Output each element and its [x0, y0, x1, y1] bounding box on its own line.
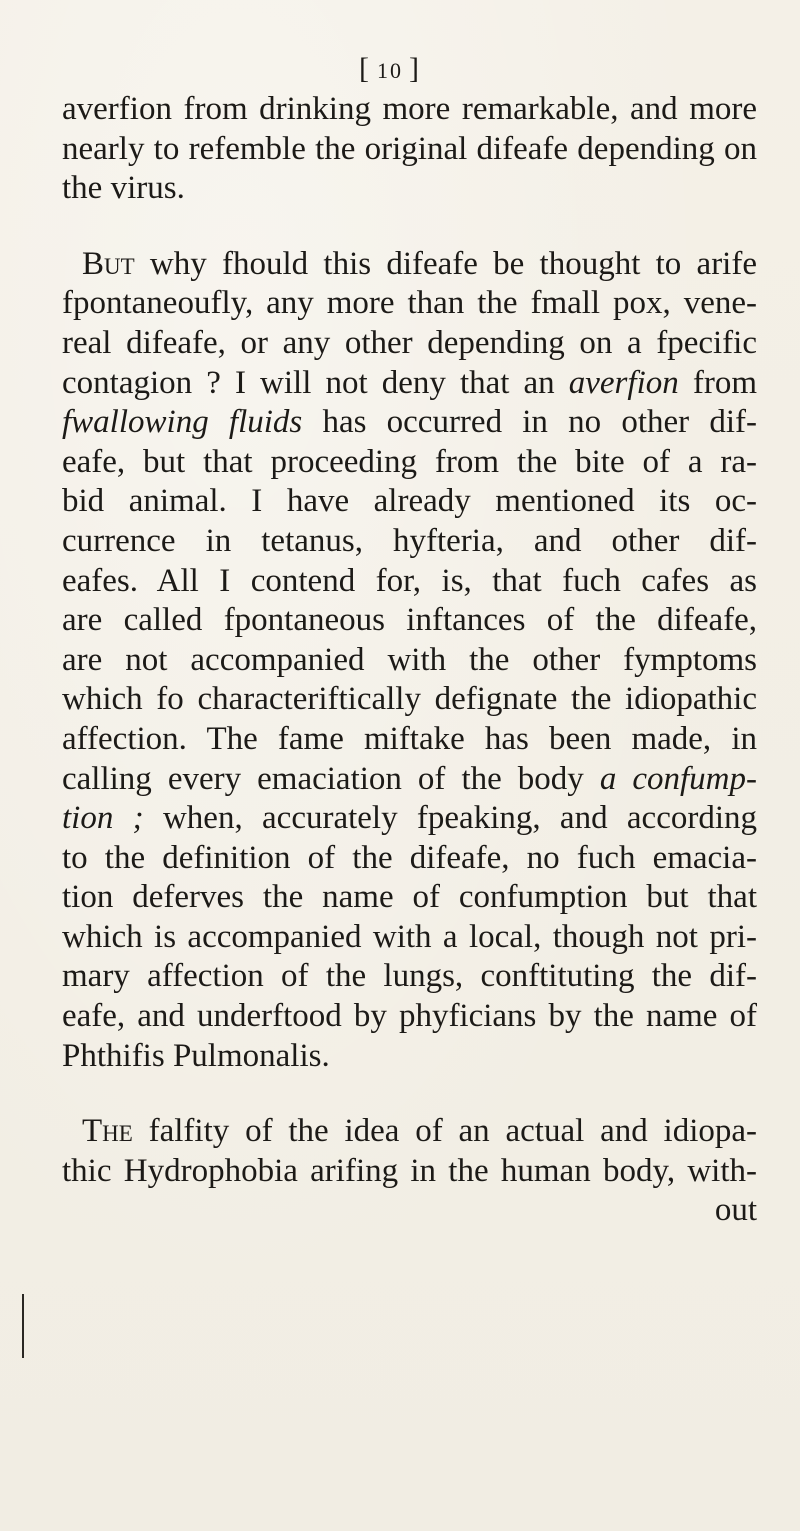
text-line: eafe, and underftood by phyficians by the name of [62, 998, 757, 1035]
text-line: fwallowing fluids has occurred in no other dif- [62, 404, 757, 441]
text-line: affection. The fame miftake has been made, in [62, 720, 757, 757]
lead-word: But [82, 245, 135, 282]
paragraph-1 [62, 90, 757, 209]
text-line: Phthifis Pulmonalis. [62, 1037, 330, 1074]
text-line: currence in tetanus, hyfteria, and other dif- [62, 522, 757, 559]
italic-phrase: tion ; [62, 800, 144, 837]
text-line: bid animal. I have already mentioned its oc- [62, 483, 757, 520]
text-line: are not accompanied with the other fymptoms [62, 641, 757, 678]
text-line: thic Hydrophobia arifing in the human body, with- [62, 1152, 757, 1189]
italic-phrase: a confump- [599, 760, 757, 797]
paragraph-gap [62, 209, 757, 245]
text-line: eafes. All I contend for, is, that fuch cafes as [62, 562, 757, 599]
text-line: real difeafe, or any other depending on a fpecific [62, 324, 757, 361]
text-line: nearly to refemble the original difeafe depending on [62, 130, 757, 167]
page-number-header [320, 52, 460, 86]
text-line: fpontaneoufly, any more than the fmall pox, vene- [62, 285, 757, 322]
italic-phrase: averfion [568, 364, 679, 401]
margin-mark [22, 1294, 24, 1358]
bracket-close: ] [409, 52, 421, 85]
text-line: calling every emaciation of the body a confump- [62, 760, 757, 797]
text-line: But why fhould this difeafe be thought to arife [82, 245, 757, 282]
body-text [62, 90, 757, 1231]
catchword: out [714, 1192, 757, 1229]
text-line: mary affection of the lungs, conftituting the dif- [62, 958, 757, 995]
text-line: are called fpontaneous inftances of the difeafe, [62, 602, 757, 639]
paragraph-gap [62, 1076, 757, 1112]
paragraph-3 [62, 1112, 757, 1231]
text-line: tion ; when, accurately fpeaking, and according [62, 800, 757, 837]
italic-phrase: fwallowing fluids [62, 404, 303, 441]
paragraph-2 [62, 245, 757, 1076]
text-line: eafe, but that proceeding from the bite of a ra- [62, 443, 757, 480]
text-line: averfion from drinking more remarkable, and more [62, 91, 757, 127]
text-line: to the definition of the difeafe, no fuch emacia- [62, 839, 757, 876]
bracket-open: [ [359, 52, 371, 85]
lead-word: The [82, 1113, 133, 1150]
text-line: the virus. [62, 170, 185, 207]
text-line: which is accompanied with a local, though not pri- [62, 918, 757, 955]
text-line: which fo characteriftically defignate the idiopathic [62, 681, 757, 718]
text-line: tion deferves the name of confumption but that [62, 879, 757, 916]
page-number: 10 [377, 58, 403, 83]
text-line: The falfity of the idea of an actual and idiopa- [82, 1113, 757, 1150]
text-line: contagion ? I will not deny that an averfion from [62, 364, 757, 401]
